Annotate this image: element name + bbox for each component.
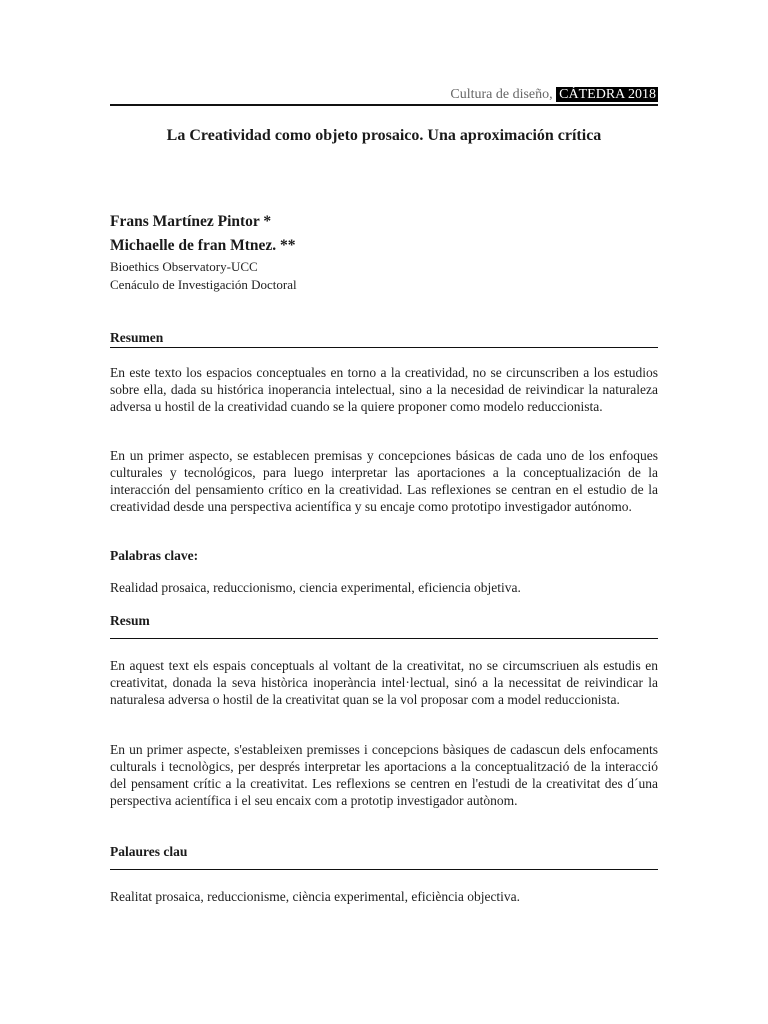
paper-title: La Creatividad como objeto prosaico. Una aproximación crítica — [166, 127, 602, 144]
resum-heading: Resum — [110, 613, 150, 628]
resumen-rule — [110, 347, 658, 348]
header-rule — [110, 104, 658, 106]
author-1: Frans Martínez Pintor * — [110, 213, 272, 230]
resumen-paragraph-1: En este texto los espacios conceptuales en torno a la creatividad, no se circunscriben a los estudios sobre ella, dada su histórica inoperancia intelectual, sino a la necesidad de reivindicar la naturaleza adversa u hostil de la creatividad cuando se la quiere proponer como modelo reduccionista. — [110, 365, 658, 414]
palabras-clave-heading: Palabras clave: — [110, 548, 199, 563]
resumen-heading: Resumen — [110, 330, 164, 345]
affiliation-1: Bioethics Observatory-UCC — [110, 259, 258, 274]
author-2: Michaelle de fran Mtnez. ** — [110, 237, 296, 254]
resum-rule — [110, 638, 658, 639]
paraules-clau-heading: Palaures clau — [110, 844, 188, 859]
paraules-clau-text: Realitat prosaica, reduccionisme, ciència experimental, eficiència objectiva. — [110, 889, 521, 904]
resum-paragraph-1: En aquest text els espais conceptuals al voltant de la creativitat, no se circumscriuen als estudis en creativitat, donada la seva històrica inoperància intel·lectual, sinó a la necessitat de reivindicar la naturalesa adversa o hostil de la creativitat quan se la vol proposar com a model reduccionista. — [110, 658, 658, 707]
resumen-paragraph-2: En un primer aspecto, se establecen premisas y concepciones básicas de cada uno de los enfoques culturales y tecnológicos, para luego interpretar las aportaciones a la conceptualización de la interacción del pensamiento crítico en la creatividad. Las reflexiones se centran en el estudio de la creatividad desde una perspectiva acientífica y su encaje como prototipo investigador autónomo. — [110, 448, 658, 514]
paraules-clau-rule — [110, 869, 658, 870]
affiliation-2: Cenáculo de Investigación Doctoral — [110, 277, 297, 292]
resum-paragraph-2: En un primer aspecte, s'estableixen premisses i concepcions bàsiques de cadascun dels enfocaments culturals i tecnològics, per després interpretar les aportacions a la conceptualització de la interacció del pensament crític a la creativitat. Les reflexions se centren en l'estudi de la creativitat des d´una perspectiva acientífica i el seu encaix com a prototip investigador autònom. — [110, 742, 658, 808]
journal-name: Cultura de diseño, — [450, 87, 553, 102]
running-header — [110, 86, 658, 104]
palabras-clave-text: Realidad prosaica, reduccionismo, ciencia experimental, eficiencia objetiva. — [110, 580, 521, 595]
edition-badge: CÁTEDRA 2018 — [556, 87, 658, 102]
